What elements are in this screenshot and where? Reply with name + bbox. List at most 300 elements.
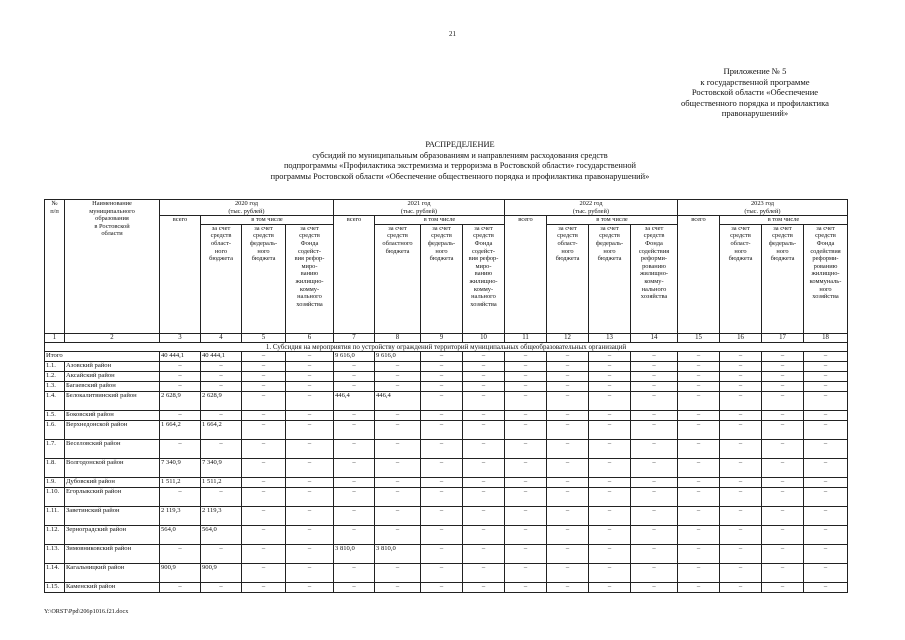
header-source: за счет средств област- ного бюджета	[547, 224, 589, 333]
row-value: –	[589, 488, 631, 507]
table-row	[45, 488, 848, 507]
row-value: –	[286, 564, 334, 583]
row-value: –	[375, 478, 421, 488]
row-value: –	[421, 507, 463, 526]
row-value: –	[720, 352, 762, 362]
column-number: 4	[201, 333, 242, 342]
row-value: 900,9	[160, 564, 201, 583]
row-value: 9 616,0	[334, 352, 375, 362]
row-value: –	[589, 459, 631, 478]
column-number: 16	[720, 333, 762, 342]
distribution-table	[44, 199, 848, 593]
row-value: –	[547, 421, 589, 440]
row-municipality: Веселовский район	[65, 440, 160, 459]
row-value: –	[334, 507, 375, 526]
row-number: Итого	[45, 352, 160, 362]
row-value: –	[421, 362, 463, 372]
row-value: –	[334, 478, 375, 488]
row-value: –	[631, 488, 678, 507]
row-number: 1.12.	[45, 526, 65, 545]
header-source: за счет средств федераль- ного бюджета	[421, 224, 463, 333]
row-value: –	[547, 382, 589, 392]
row-value: –	[678, 526, 720, 545]
row-value: 2 628,9	[201, 392, 242, 411]
row-value: –	[421, 440, 463, 459]
row-value: –	[160, 411, 201, 421]
row-value: –	[505, 478, 547, 488]
row-value: –	[375, 507, 421, 526]
row-value: –	[201, 372, 242, 382]
row-value: –	[678, 488, 720, 507]
table-row	[45, 440, 848, 459]
row-value: –	[463, 583, 505, 593]
row-value: –	[201, 583, 242, 593]
row-value: –	[286, 411, 334, 421]
row-value: –	[375, 488, 421, 507]
row-value: –	[547, 411, 589, 421]
row-value: –	[678, 421, 720, 440]
row-value: –	[804, 478, 848, 488]
row-value: –	[160, 488, 201, 507]
appendix-caption	[660, 66, 850, 119]
row-value: –	[334, 421, 375, 440]
row-value: –	[375, 411, 421, 421]
row-value: –	[762, 459, 804, 478]
column-number: 9	[421, 333, 463, 342]
row-value: –	[804, 564, 848, 583]
row-value: –	[421, 583, 463, 593]
row-value: –	[334, 564, 375, 583]
row-value: –	[804, 583, 848, 593]
row-value: –	[505, 440, 547, 459]
header-source: за счет средств федераль- ного бюджета	[242, 224, 286, 333]
row-value: –	[631, 507, 678, 526]
row-value: –	[160, 440, 201, 459]
header-source: за счет средств Фонда содействия реформи- рованию жилищно- коммуналь- ного хозяйства	[804, 224, 848, 333]
header-source: за счет средств Фонда содейст- вия рефор- миро- ванию жилищно- комму- нального хозяйства	[286, 224, 334, 333]
row-value: –	[547, 526, 589, 545]
row-value: –	[678, 459, 720, 478]
row-value: –	[334, 372, 375, 382]
row-value: –	[286, 392, 334, 411]
row-value: –	[720, 362, 762, 372]
row-value: –	[286, 478, 334, 488]
row-value: –	[762, 478, 804, 488]
row-value: –	[720, 488, 762, 507]
row-value: –	[678, 352, 720, 362]
row-value: –	[463, 362, 505, 372]
row-value: –	[804, 372, 848, 382]
row-value: –	[678, 362, 720, 372]
row-municipality: Багаевский район	[65, 382, 160, 392]
row-value: –	[678, 411, 720, 421]
row-value: –	[547, 440, 589, 459]
header-total: всего	[505, 216, 547, 334]
row-value: –	[678, 372, 720, 382]
row-municipality: Зерноградский район	[65, 526, 160, 545]
table-row	[45, 583, 848, 593]
row-number: 1.8.	[45, 459, 65, 478]
row-value: –	[242, 352, 286, 362]
row-value: –	[375, 440, 421, 459]
row-value: –	[421, 392, 463, 411]
row-value: –	[286, 459, 334, 478]
row-value: –	[720, 478, 762, 488]
row-value: 2 119,3	[160, 507, 201, 526]
row-value: –	[631, 583, 678, 593]
row-value: –	[631, 362, 678, 372]
row-municipality: Дубовский район	[65, 478, 160, 488]
column-number: 7	[334, 333, 375, 342]
header-name: Наименование муниципального образования в Ростовской области	[65, 200, 160, 334]
row-value: –	[804, 545, 848, 564]
row-value: –	[804, 352, 848, 362]
row-value: –	[421, 382, 463, 392]
table-row	[45, 478, 848, 488]
row-value: –	[375, 421, 421, 440]
row-value: 900,9	[201, 564, 242, 583]
row-value: –	[720, 440, 762, 459]
row-municipality: Волгодонской район	[65, 459, 160, 478]
row-number: 1.1.	[45, 362, 65, 372]
row-value: –	[631, 352, 678, 362]
row-value: 3 810,0	[375, 545, 421, 564]
row-value: –	[505, 352, 547, 362]
row-value: –	[242, 382, 286, 392]
row-number: 1.10.	[45, 488, 65, 507]
row-value: –	[242, 411, 286, 421]
row-value: –	[421, 488, 463, 507]
row-value: –	[286, 372, 334, 382]
header-total: всего	[160, 216, 201, 334]
row-value: –	[631, 440, 678, 459]
header-source: за счет средств област- ного бюджета	[201, 224, 242, 333]
row-value: –	[804, 392, 848, 411]
row-value: –	[505, 421, 547, 440]
row-number: 1.6.	[45, 421, 65, 440]
row-value: –	[589, 392, 631, 411]
header-total: всего	[334, 216, 375, 334]
row-value: –	[762, 583, 804, 593]
row-value: –	[242, 526, 286, 545]
row-number: 1.2.	[45, 372, 65, 382]
row-value: –	[286, 583, 334, 593]
header-year: 2020 год (тыс. рублей)	[160, 200, 334, 216]
row-municipality: Каменский район	[65, 583, 160, 593]
row-value: –	[505, 362, 547, 372]
row-number: 1.14.	[45, 564, 65, 583]
row-value: 9 616,0	[375, 352, 421, 362]
row-value: –	[762, 488, 804, 507]
row-value: –	[678, 440, 720, 459]
header-source: за счет средств Фонда содействия реформи- рованию жилищно- комму- нального хозяйства	[631, 224, 678, 333]
column-number: 8	[375, 333, 421, 342]
header-year: 2022 год (тыс. рублей)	[505, 200, 678, 216]
column-number: 13	[589, 333, 631, 342]
row-value: –	[720, 459, 762, 478]
row-value: –	[505, 382, 547, 392]
row-value: –	[286, 488, 334, 507]
row-number: 1.13.	[45, 545, 65, 564]
table-body	[45, 342, 848, 592]
row-number: 1.7.	[45, 440, 65, 459]
appendix-line: правонарушений»	[721, 108, 789, 118]
row-value: –	[505, 545, 547, 564]
row-value: –	[589, 583, 631, 593]
row-value: –	[421, 459, 463, 478]
row-number: 1.5.	[45, 411, 65, 421]
row-municipality: Егорлыкский район	[65, 488, 160, 507]
row-value: –	[242, 564, 286, 583]
row-value: –	[375, 382, 421, 392]
row-value: –	[334, 488, 375, 507]
appendix-line: Приложение № 5	[723, 66, 787, 76]
row-municipality: Азовский район	[65, 362, 160, 372]
row-value: –	[678, 564, 720, 583]
row-value: –	[631, 545, 678, 564]
row-value: 1 664,2	[201, 421, 242, 440]
column-number: 6	[286, 333, 334, 342]
row-value: –	[421, 411, 463, 421]
column-number: 5	[242, 333, 286, 342]
row-value: –	[463, 564, 505, 583]
row-value: –	[804, 440, 848, 459]
row-value: –	[547, 583, 589, 593]
row-value: –	[631, 372, 678, 382]
row-value: –	[334, 411, 375, 421]
row-value: –	[720, 507, 762, 526]
row-value: –	[631, 459, 678, 478]
row-value: –	[589, 372, 631, 382]
row-value: 7 340,9	[201, 459, 242, 478]
row-value: –	[463, 545, 505, 564]
table-row	[45, 421, 848, 440]
header-incl: в том числе	[720, 216, 848, 225]
row-value: –	[242, 583, 286, 593]
row-value: –	[334, 583, 375, 593]
row-value: –	[547, 362, 589, 372]
row-value: –	[804, 526, 848, 545]
row-value: 7 340,9	[160, 459, 201, 478]
row-value: –	[286, 382, 334, 392]
row-value: –	[375, 564, 421, 583]
column-number: 3	[160, 333, 201, 342]
row-value: –	[505, 372, 547, 382]
row-value: –	[804, 421, 848, 440]
column-number: 1	[45, 333, 65, 342]
row-value: –	[631, 421, 678, 440]
row-value: –	[201, 545, 242, 564]
section-title: 1. Субсидия на мероприятия по устройству ограждений территорий муниципальных общеобразовательных организаций	[45, 342, 848, 351]
row-value: –	[375, 459, 421, 478]
row-value: 564,0	[160, 526, 201, 545]
row-value: –	[631, 564, 678, 583]
row-value: –	[631, 526, 678, 545]
row-value: –	[762, 382, 804, 392]
row-value: –	[505, 488, 547, 507]
row-value: –	[505, 507, 547, 526]
row-value: –	[678, 583, 720, 593]
row-value: –	[505, 526, 547, 545]
row-value: 1 511,2	[201, 478, 242, 488]
row-value: –	[242, 421, 286, 440]
row-value: –	[589, 507, 631, 526]
row-value: –	[160, 583, 201, 593]
row-value: –	[547, 372, 589, 382]
row-value: –	[547, 488, 589, 507]
row-value: –	[762, 421, 804, 440]
table-row	[45, 545, 848, 564]
row-value: –	[678, 545, 720, 564]
row-value: –	[286, 421, 334, 440]
row-value: –	[286, 526, 334, 545]
title-line: субсидий по муниципальным образованиям и направлениям расходования средств	[312, 150, 608, 160]
row-value: –	[463, 392, 505, 411]
row-value: –	[201, 488, 242, 507]
row-value: –	[421, 478, 463, 488]
row-municipality: Белокалитвинский район	[65, 392, 160, 411]
row-value: –	[547, 459, 589, 478]
row-value: 564,0	[201, 526, 242, 545]
row-value: –	[463, 459, 505, 478]
row-value: –	[547, 478, 589, 488]
row-value: –	[547, 545, 589, 564]
column-number: 11	[505, 333, 547, 342]
row-value: –	[547, 564, 589, 583]
row-value: –	[505, 583, 547, 593]
row-value: –	[678, 382, 720, 392]
row-value: –	[463, 507, 505, 526]
header-incl: в том числе	[547, 216, 678, 225]
header-incl: в том числе	[201, 216, 334, 225]
header-source: за счет средств федераль- ного бюджета	[589, 224, 631, 333]
row-value: –	[421, 352, 463, 362]
header-source: за счет средств федераль- ного бюджета	[762, 224, 804, 333]
row-value: 40 444,1	[160, 352, 201, 362]
row-value: –	[421, 545, 463, 564]
row-value: –	[589, 564, 631, 583]
header-year: 2021 год (тыс. рублей)	[334, 200, 505, 216]
row-value: –	[678, 478, 720, 488]
row-value: –	[201, 362, 242, 372]
row-value: –	[762, 392, 804, 411]
row-value: –	[762, 372, 804, 382]
header-source: за счет средств Фонда содейст- вия рефор- миро- ванию жилищно- комму- нального хозяйства	[463, 224, 505, 333]
table-header	[45, 200, 848, 343]
row-value: –	[421, 526, 463, 545]
table-row	[45, 392, 848, 411]
row-value: 2 628,9	[160, 392, 201, 411]
row-number: 1.4.	[45, 392, 65, 411]
row-value: –	[505, 564, 547, 583]
row-value: –	[463, 411, 505, 421]
row-value: –	[589, 352, 631, 362]
row-value: –	[286, 507, 334, 526]
table-row	[45, 372, 848, 382]
row-value: –	[804, 459, 848, 478]
column-number: 18	[804, 333, 848, 342]
row-value: –	[547, 392, 589, 411]
row-number: 1.3.	[45, 382, 65, 392]
row-value: –	[463, 352, 505, 362]
row-value: –	[286, 352, 334, 362]
row-value: –	[160, 362, 201, 372]
row-municipality: Зимовниковский район	[65, 545, 160, 564]
row-value: –	[589, 478, 631, 488]
row-value: –	[762, 526, 804, 545]
row-value: –	[160, 372, 201, 382]
row-value: –	[762, 440, 804, 459]
row-value: –	[631, 382, 678, 392]
row-value: –	[720, 382, 762, 392]
table-row	[45, 564, 848, 583]
row-value: –	[631, 392, 678, 411]
row-value: –	[242, 362, 286, 372]
title-line: подпрограммы «Профилактика экстремизма и терроризма в Ростовской области» государственной	[283, 161, 637, 171]
row-value: 446,4	[375, 392, 421, 411]
row-value: –	[160, 382, 201, 392]
row-value: –	[547, 507, 589, 526]
row-value: –	[242, 372, 286, 382]
row-value: –	[463, 421, 505, 440]
row-value: –	[631, 411, 678, 421]
column-number: 12	[547, 333, 589, 342]
row-value: –	[678, 507, 720, 526]
row-value: –	[762, 564, 804, 583]
file-path-footer: Y:\ORST\Ppd\206p1016.f21.docx	[44, 608, 129, 615]
table-row	[45, 382, 848, 392]
row-value: 1 511,2	[160, 478, 201, 488]
row-value: –	[589, 411, 631, 421]
row-value: –	[804, 382, 848, 392]
row-value: –	[201, 382, 242, 392]
row-value: –	[242, 440, 286, 459]
row-value: –	[547, 352, 589, 362]
row-value: –	[589, 382, 631, 392]
row-municipality: Аксайский район	[65, 372, 160, 382]
row-value: –	[804, 362, 848, 372]
header-num: № п/п	[45, 200, 65, 334]
title-line: программы Ростовской области «Обеспечение общественного порядка и профилактика правонарушений»	[270, 171, 650, 181]
row-value: –	[505, 411, 547, 421]
row-value: –	[375, 362, 421, 372]
row-value: –	[242, 488, 286, 507]
row-value: –	[720, 564, 762, 583]
row-number: 1.9.	[45, 478, 65, 488]
row-value: –	[201, 411, 242, 421]
row-value: –	[762, 362, 804, 372]
row-value: –	[589, 526, 631, 545]
header-source: за счет средств област- ного бюджета	[720, 224, 762, 333]
row-value: 446,4	[334, 392, 375, 411]
row-value: 3 810,0	[334, 545, 375, 564]
header-total: всего	[678, 216, 720, 334]
header-year: 2023 год (тыс. рублей)	[678, 200, 848, 216]
row-value: –	[720, 411, 762, 421]
row-value: –	[334, 526, 375, 545]
row-value: –	[334, 440, 375, 459]
row-value: –	[631, 478, 678, 488]
column-number: 10	[463, 333, 505, 342]
row-value: –	[375, 583, 421, 593]
row-municipality: Кагальницкий район	[65, 564, 160, 583]
table-row	[45, 459, 848, 478]
row-municipality: Заветинский район	[65, 507, 160, 526]
row-value: –	[762, 411, 804, 421]
table-row	[45, 411, 848, 421]
row-value: –	[334, 459, 375, 478]
row-value: –	[804, 488, 848, 507]
